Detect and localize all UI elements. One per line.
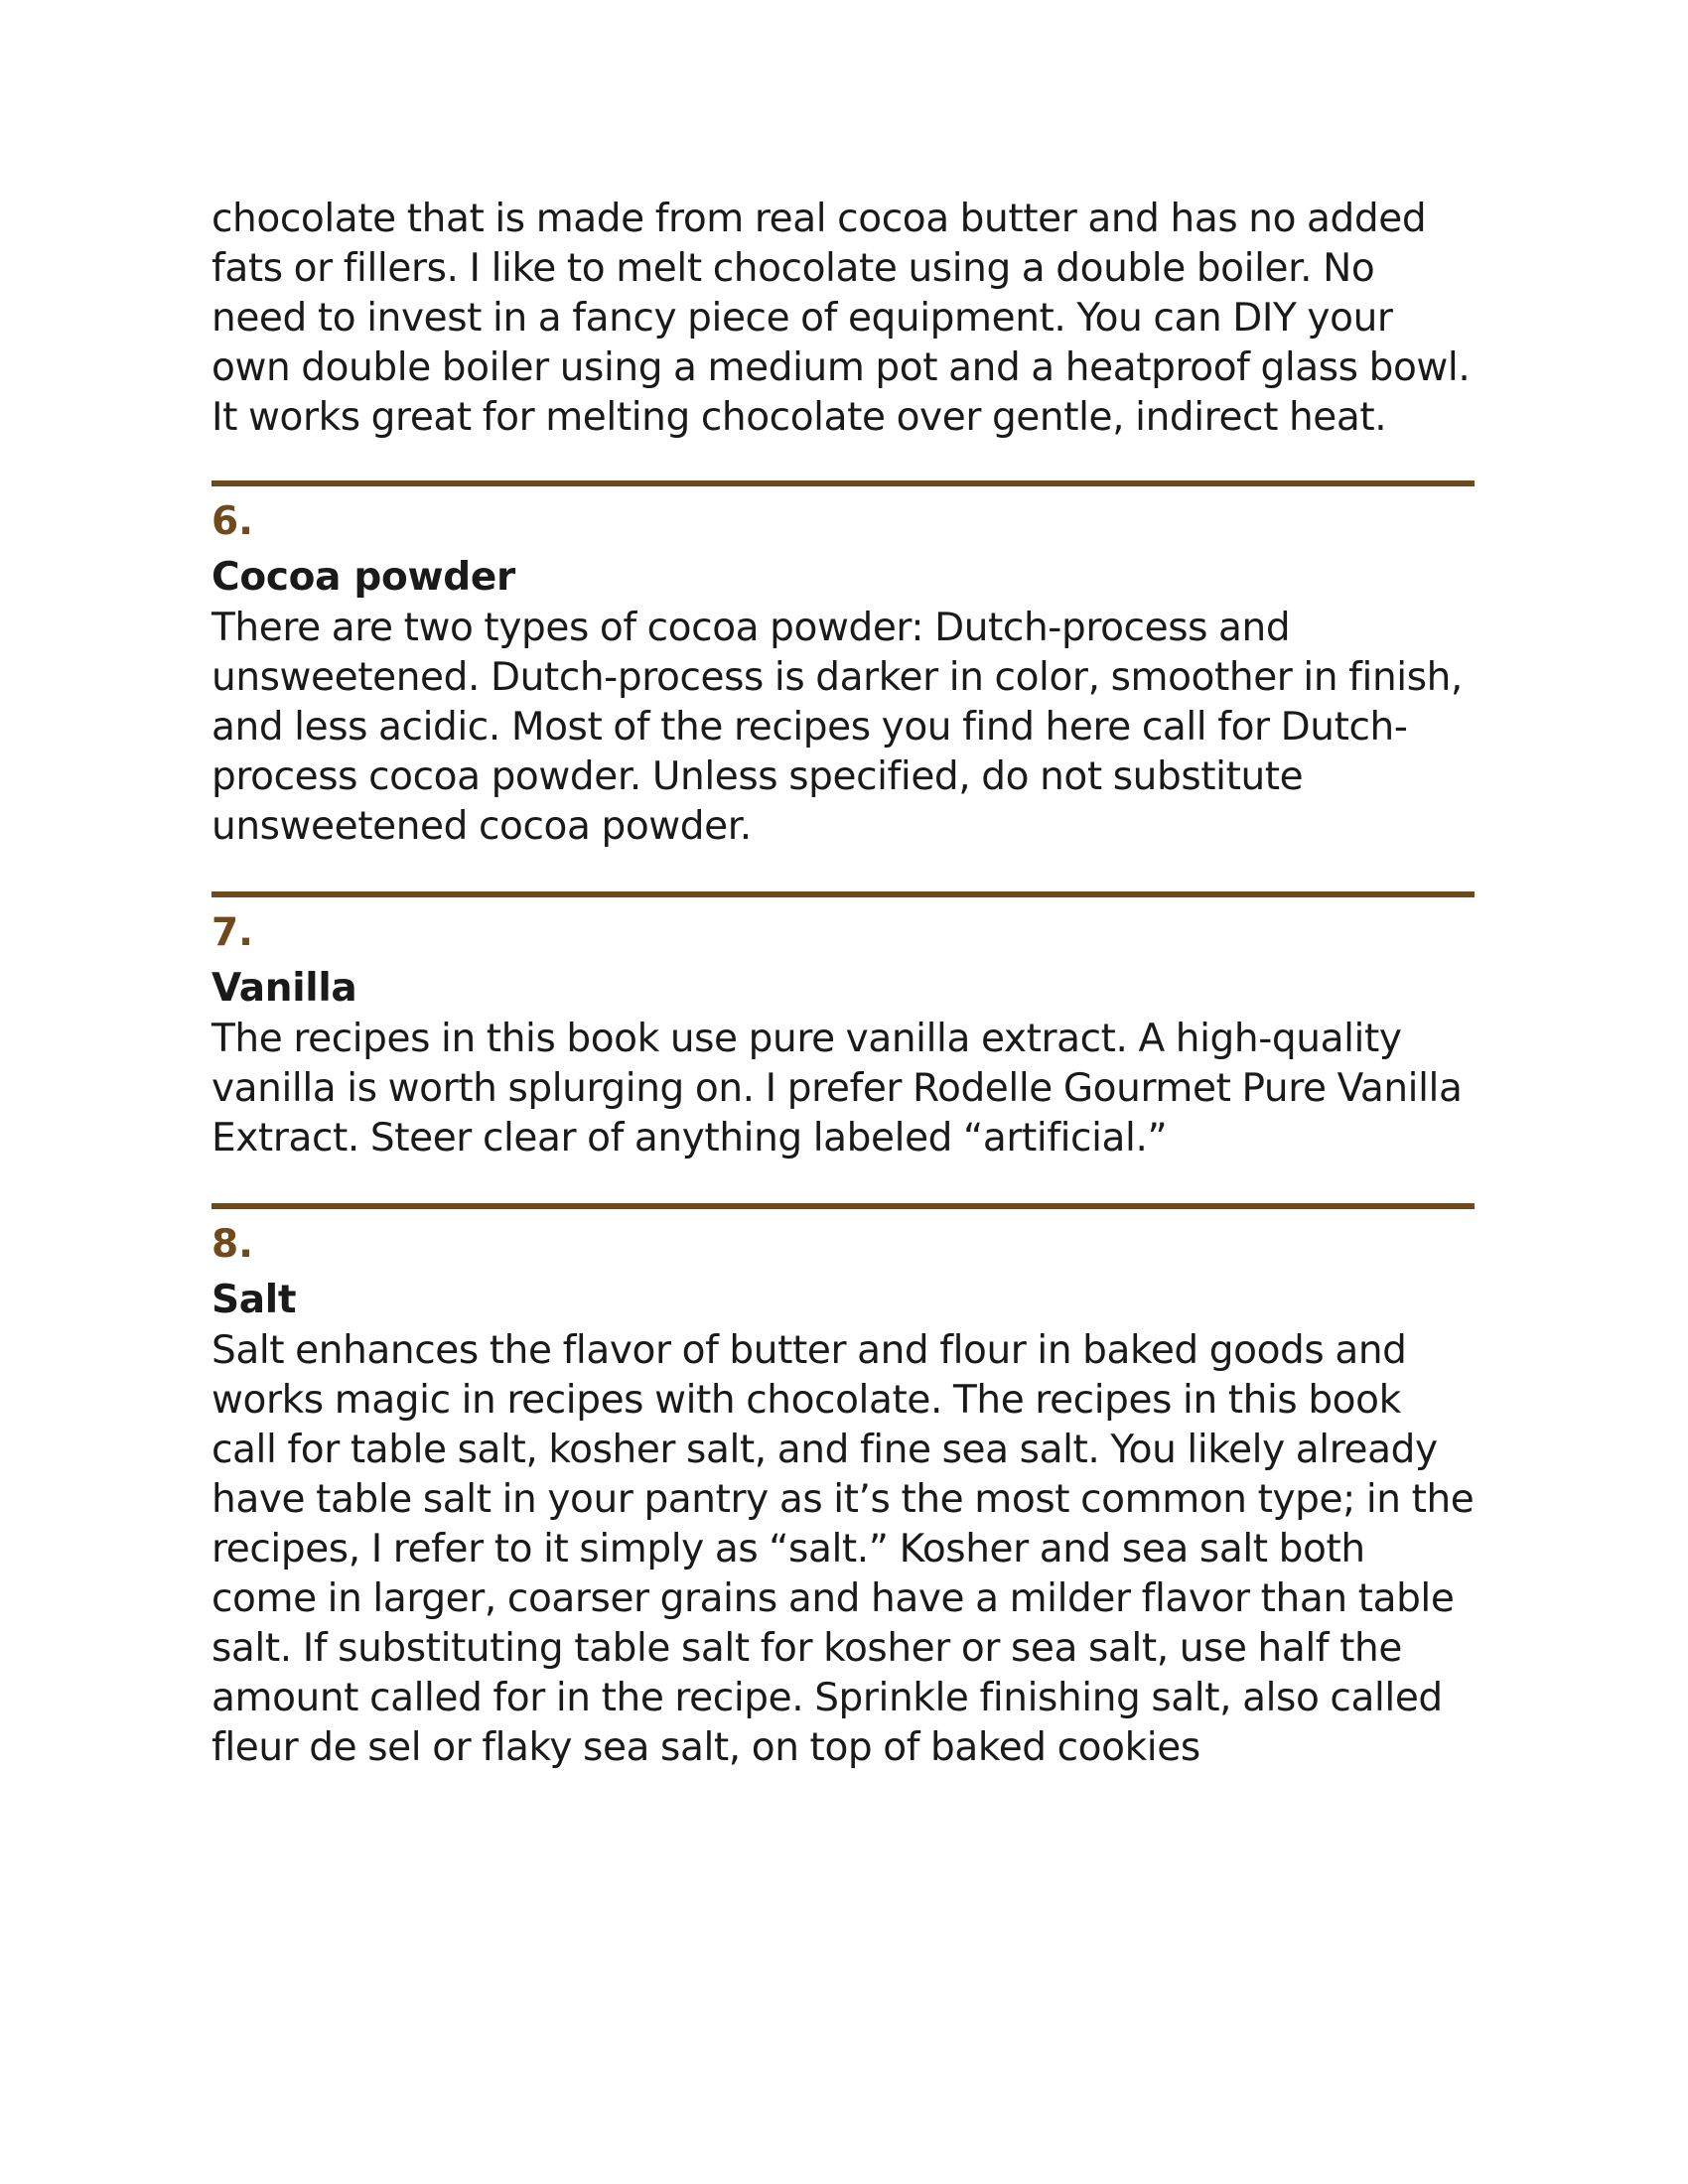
page-content — [211, 195, 1475, 1773]
section-title: Cocoa powder — [211, 555, 515, 600]
section-title: Vanilla — [211, 966, 357, 1011]
section-number: 6. — [211, 499, 253, 544]
section-divider — [211, 480, 1475, 486]
section-vanilla — [211, 911, 1475, 1163]
intro-paragraph: chocolate that is made from real cocoa butter and has no added fats or fillers. I like to melt chocolate using a double boiler. No need to invest in a fancy piece of equipment. You can DIY your own double boiler using a medium pot and a heatproof glass bowl. It works great for melting chocolate over gentle, indirect heat. — [211, 197, 1471, 440]
section-number: 7. — [211, 910, 253, 955]
section-number: 8. — [211, 1222, 253, 1267]
section-body: There are two types of cocoa powder: Dutch-process and unsweetened. Dutch-process is darker in color, smoother in finish, and less acidic. Most of the recipes you find here call for Dutch-process cocoa powder. Unless specified, do not substitute unsweetened cocoa powder. — [211, 606, 1463, 849]
section-salt — [211, 1223, 1475, 1773]
section-body: Salt enhances the flavor of butter and flour in baked goods and works magic in recipes with chocolate. The recipes in this book call for table salt, kosher salt, and fine sea salt. You likely already have table salt in your pantry as it’s the most common type; in the recipes, I refer to it simply as “salt.” Kosher and sea salt both come in larger, coarser grains and have a milder flavor than table salt. If substituting table salt for kosher or sea salt, use half the amount called for in the recipe. Sprinkle finishing salt, also called fleur de sel or flaky sea salt, on top of baked cookies — [211, 1328, 1475, 1770]
section-title: Salt — [211, 1278, 297, 1322]
section-cocoa-powder — [211, 500, 1475, 852]
section-body: The recipes in this book use pure vanilla extract. A high-quality vanilla is worth splurging on. I prefer Rodelle Gourmet Pure Vanilla Extract. Steer clear of anything labeled “artificial.” — [211, 1017, 1463, 1160]
section-divider — [211, 1203, 1475, 1209]
section-divider — [211, 891, 1475, 897]
